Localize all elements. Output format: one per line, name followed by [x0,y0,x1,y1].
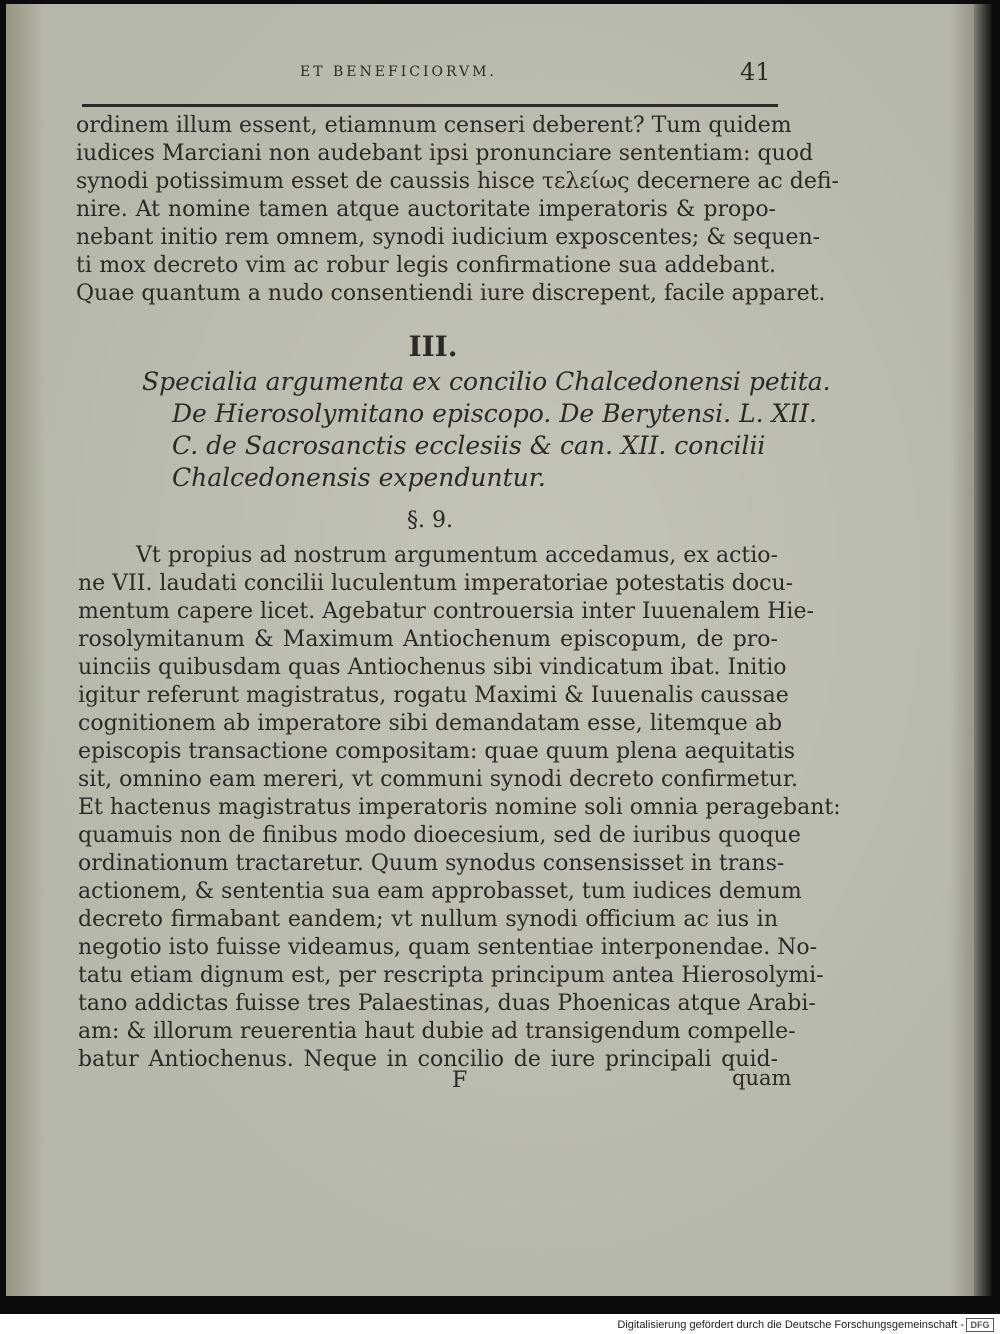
text-line: mentum capere licet. Agebatur controuersia inter Iuuenalem Hie- [78,599,814,624]
text-line: am: & illorum reuerentia haut dubie ad transigendum compelle- [78,1019,796,1044]
main-paragraph [78,542,841,1074]
heading-line: C. de Sacrosanctis ecclesiis & can. XII. concilii [172,431,766,460]
text-line: episcopis transactione compositam: quae quum plena aequitatis [78,739,795,764]
text-line: Vt propius ad nostrum argumentum accedamus, ex actio- [136,543,778,568]
text-line: sit, omnino eam mereri, vt communi synodi decreto confirmetur. [78,767,798,792]
text-line: decreto firmabant eandem; vt nullum synodi officium ac ius in [78,907,778,932]
page-edge [974,4,992,1296]
text-line: synodi potissimum esset de caussis hisce τελείως decernere ac defi- [76,169,839,194]
header-rule [82,104,778,107]
digitization-credit: Digitalisierung gefördert durch die Deutsche Forschungsgemeinschaft - [617,1319,964,1331]
paragraph-mark: §. 9. [407,508,453,533]
heading-line: Chalcedonensis expenduntur. [172,463,546,492]
text-line: ne VII. laudati concilii luculentum imperatoriae potestatis docu- [78,571,794,596]
text-line: tatu etiam dignum est, per rescripta principum antea Hierosolymi- [78,963,824,988]
catchword: quam [732,1066,792,1090]
section-heading [142,366,831,494]
page-number: 41 [740,58,771,86]
text-line: igitur referunt magistratus, rogatu Maximi & Iuuenalis caussae [78,683,789,708]
text-line: negotio isto fuisse videamus, quam sententiae interponendae. No- [78,935,818,960]
text-line: iudices Marciani non audebant ipsi pronunciare sententiam: quod [76,141,814,166]
text-line: ordinationum tractaretur. Quum synodus consensisset in trans- [78,851,785,876]
text-line: nire. At nomine tamen atque auctoritate imperatoris & propo- [76,197,776,222]
text-line: tano addictas fuisse tres Palaestinas, duas Phoenicas atque Arabi- [78,991,816,1016]
text-line: Quae quantum a nudo consentiendi iure discrepent, facile apparet. [76,281,826,306]
dfg-logo-icon: DFG [966,1318,994,1332]
text-line: batur Antiochenus. Neque in concilio de iure principali quid- [78,1047,778,1072]
text-line: uinciis quibusdam quas Antiochenus sibi vindicatum ibat. Initio [78,655,787,680]
text-line: actionem, & sententia sua eam approbasset, tum iudices demum [78,879,802,904]
text-line: nebant initio rem omnem, synodi iudicium exposcentes; & sequen- [76,225,821,250]
text-line: ordinem illum essent, etiamnum censeri deberent? Tum quidem [76,113,792,138]
text-line: Et hactenus magistratus imperatoris nomine soli omnia peragebant: [78,795,841,820]
section-number: III. [408,330,458,363]
running-head: ET BENEFICIORVM. [300,64,497,80]
text-line: ti mox decreto vim ac robur legis confirmatione sua addebant. [76,253,776,278]
heading-line: De Hierosolymitano episcopo. De Berytensi. L. XII. [172,399,817,428]
signature-mark: F [452,1068,468,1093]
text-line: cognitionem ab imperatore sibi demandatam esse, litemque ab [78,711,783,736]
heading-line: Specialia argumenta ex concilio Chalcedonensi petita. [142,367,831,396]
text-line: rosolymitanum & Maximum Antiochenum episcopum, de pro- [78,627,778,652]
text-line: quamuis non de finibus modo dioecesium, sed de iuribus quoque [78,823,801,848]
continued-paragraph [76,112,839,308]
